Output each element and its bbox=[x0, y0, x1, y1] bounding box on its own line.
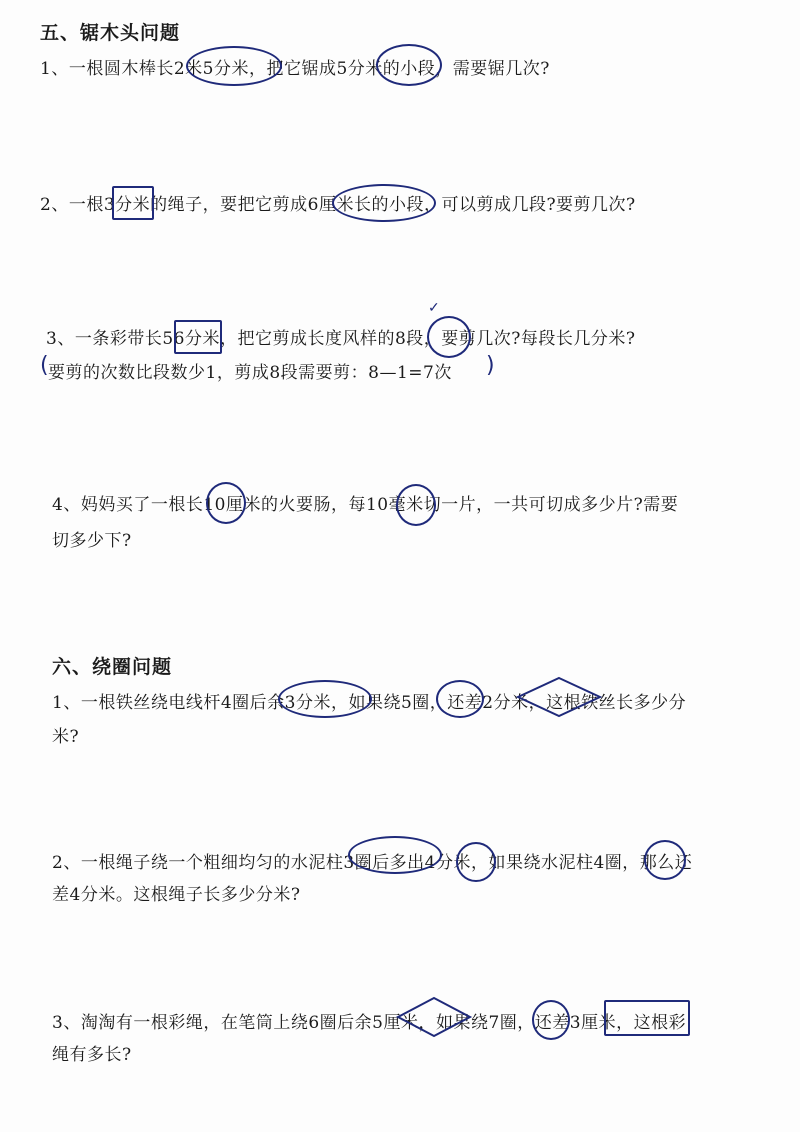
tick-scribble: ✓ bbox=[428, 300, 440, 316]
circle-mark-4dm bbox=[456, 842, 496, 882]
circle-mark-10mm bbox=[396, 484, 436, 526]
question-5-1-line-1: 1、一根圆木棒长2米5分米，把它锯成5分米的小段，需要锯几次? bbox=[40, 59, 550, 79]
circle-mark-5-rounds bbox=[436, 680, 484, 718]
section-6-title: 六、绕圈问题 bbox=[52, 656, 173, 678]
question-5-2-line-1: 2、一根3分米的绳子，要把它剪成6厘米长的小段，可以剪成几段?要剪几次? bbox=[40, 195, 636, 215]
question-5-4-line-2: 切多少下? bbox=[52, 531, 132, 551]
circle-mark-7-rounds bbox=[532, 1000, 570, 1040]
right-paren-mark: ) bbox=[486, 353, 495, 378]
question-6-2-line-2: 差4分米。这根绳子长多少分米? bbox=[52, 885, 301, 905]
box-mark-3dm bbox=[112, 186, 154, 220]
question-5-3-line-1: 3、一条彩带长56分米，把它剪成长度风样的8段，要剪几次?每段长几分米? bbox=[46, 329, 636, 349]
question-6-3-line-1: 3、淘淘有一根彩绳，在笔筒上绕6圈后余5厘米，如果绕7圈，还差3厘米，这根彩 bbox=[52, 1013, 687, 1033]
question-6-3-line-2: 绳有多长? bbox=[52, 1045, 132, 1065]
circle-mark-3dm-remainder bbox=[278, 680, 372, 718]
question-6-1-line-2: 米? bbox=[52, 727, 80, 747]
circle-mark-8-segments bbox=[427, 316, 471, 358]
section-5-title: 五、锯木头问题 bbox=[40, 22, 181, 44]
question-5-4-line-1: 4、妈妈买了一根长10厘米的火要肠，每10毫米切一片，一共可切成多少片?需要 bbox=[52, 495, 679, 515]
diamond-mark-5cm bbox=[396, 996, 472, 1038]
circle-mark-2m5dm bbox=[186, 46, 282, 86]
diamond-mark-2dm bbox=[516, 676, 602, 718]
box-mark-56dm bbox=[174, 320, 222, 354]
circle-mark-4-rounds bbox=[644, 840, 686, 880]
circle-mark-10cm bbox=[206, 482, 246, 524]
circle-mark-5dm bbox=[376, 44, 442, 86]
question-6-2-line-1: 2、一根绳子绕一个粗细均匀的水泥柱3圈后多出4分米，如果绕水泥柱4圈，那么还 bbox=[52, 853, 693, 873]
question-6-1-line-1: 1、一根铁丝绕电线杆4圈后余3分米，如果绕5圈，还差2分米，这根铁丝长多少分 bbox=[52, 693, 687, 713]
question-5-3-line-2: 要剪的次数比段数少1，剪成8段需要剪：8—1=7次 bbox=[48, 363, 452, 383]
circle-mark-3-rounds bbox=[348, 836, 442, 874]
circle-mark-6cm bbox=[332, 184, 436, 222]
left-paren-mark: ( bbox=[40, 353, 49, 378]
box-mark-3cm bbox=[604, 1000, 690, 1036]
